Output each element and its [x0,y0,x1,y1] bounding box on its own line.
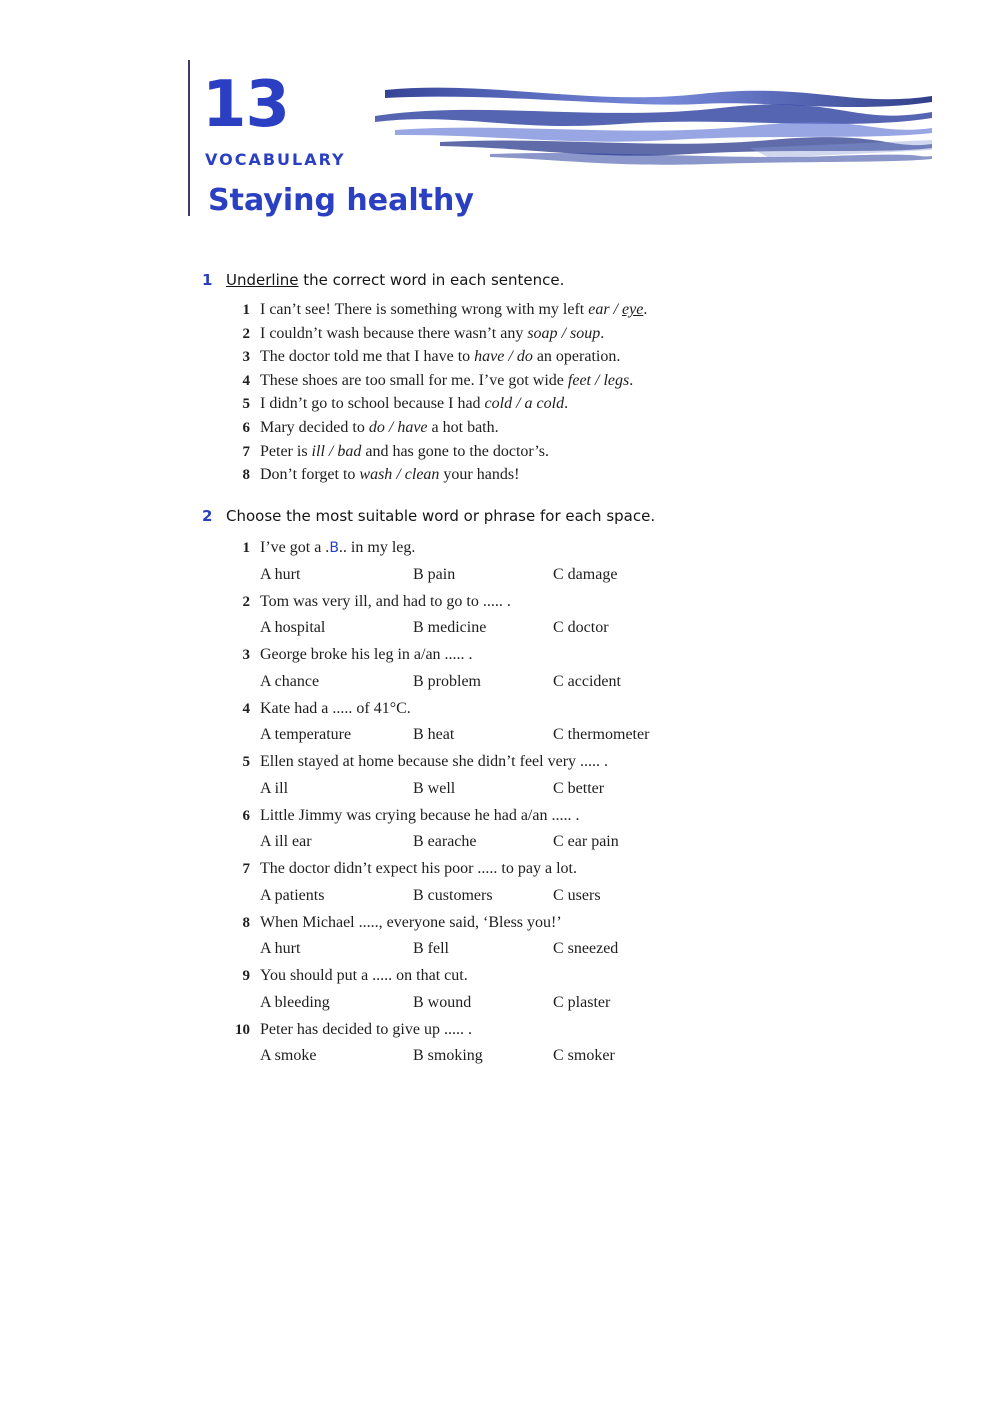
sentence-text: and has gone to the doctor’s. [361,442,550,460]
exercise-number: 2 [202,507,213,525]
question-item [226,856,608,910]
item-number: 4 [242,372,250,389]
choice-a[interactable]: A ill ear [260,833,312,851]
sentence-text: . [600,324,605,342]
unit-number: 13 [202,68,290,142]
sentence-item [226,416,647,440]
instruction-text: the correct word in each sentence. [298,271,565,289]
option-separator: / [384,418,398,436]
sentence-text: . [629,371,634,389]
word-option[interactable]: a cold [524,395,565,413]
choice-c[interactable]: C doctor [553,619,609,637]
choice-a[interactable]: A hospital [260,619,326,637]
question-line [226,589,608,616]
word-option[interactable]: feet [567,371,591,389]
sentence-text: The doctor told me that I have to [260,348,475,366]
question-item [226,642,621,696]
answer-choices [226,669,621,696]
choice-c[interactable]: C accident [553,672,621,690]
item-number: 3 [242,349,250,366]
choice-a[interactable]: A patients [260,886,325,904]
exercise-1-heading [202,271,564,289]
question-text: Little Jimmy was crying because he had a/an ..... . [260,806,580,824]
choice-c[interactable]: C smoker [553,1047,615,1065]
answer-choices [226,990,611,1017]
choice-c[interactable]: C better [553,779,605,797]
word-option[interactable]: have [474,348,505,366]
choice-b[interactable]: B smoking [413,1047,483,1065]
choice-a[interactable]: A chance [260,672,320,690]
section-label: VOCABULARY [205,150,346,169]
item-number: 1 [242,302,250,318]
question-item [226,696,650,750]
choice-b[interactable]: B fell [413,940,449,958]
word-option[interactable]: eye [622,301,644,318]
sentence-text: your hands! [439,466,520,484]
sentence-text: I didn’t go to school because I had [260,395,485,413]
option-separator: / [591,371,604,389]
word-option[interactable]: soap [527,324,558,342]
word-option[interactable]: wash [359,466,393,484]
item-number: 8 [242,914,250,931]
answer-choices [226,776,608,803]
question-text: George broke his leg in a/an ..... . [260,646,473,663]
instruction-text: Choose the most suitable word or phrase for each space. [226,507,656,525]
item-number: 3 [242,647,250,663]
word-option[interactable]: bad [337,442,362,460]
choice-c[interactable]: C plaster [553,993,611,1011]
question-item [226,535,618,589]
choice-a[interactable]: A hurt [260,940,301,958]
exercise-2-heading [202,507,655,525]
question-text: Ellen stayed at home because she didn’t feel very ..... . [260,753,609,770]
sentence-text: . [564,395,569,413]
choice-a[interactable]: A bleeding [260,993,330,1011]
item-number: 6 [242,807,250,824]
item-number: 10 [235,1021,250,1038]
option-separator: / [557,324,571,342]
word-option[interactable]: cold [484,395,513,413]
header-divider-line [188,60,190,216]
choice-b[interactable]: B customers [413,886,493,904]
choice-c[interactable]: C sneezed [553,940,619,958]
answer-choices [226,829,619,856]
page-title: Staying healthy [208,183,474,218]
choice-b[interactable]: B earache [413,833,477,851]
question-text: Tom was very ill, and had to go to ..... . [260,592,511,610]
item-number: 6 [242,419,250,436]
question-text: I’ve got a . [260,539,330,556]
question-item [226,803,619,857]
item-number: 8 [242,467,250,484]
question-item [226,589,608,643]
word-option[interactable]: ill [311,442,325,460]
exercise-1-list [226,298,647,487]
answer-choices [226,936,619,963]
sentence-text: I couldn’t wash because there wasn’t any [260,324,528,342]
choice-c[interactable]: C thermometer [553,726,650,744]
option-separator: / [512,395,525,413]
item-number: 5 [242,754,250,770]
word-option[interactable]: have [397,418,428,436]
sentence-item [226,322,647,346]
question-line [226,642,608,669]
option-separator: / [609,301,622,318]
question-text: .. in my leg. [338,539,416,556]
choice-a[interactable]: A temperature [260,726,352,744]
sentence-text: I can’t see! There is something wrong with my left [260,301,589,318]
decorative-wave-banner [370,78,935,188]
answer-choices [226,1043,615,1070]
sentence-text: an operation. [532,348,621,366]
answer-choices [226,615,608,642]
question-item [226,963,611,1017]
choice-b[interactable]: B wound [413,993,472,1011]
choice-a[interactable]: A ill [260,779,289,797]
choice-b[interactable]: B pain [413,565,456,583]
question-line [226,910,608,937]
question-text: When Michael ....., everyone said, ‘Bless you!’ [260,913,562,931]
question-line [226,963,608,990]
choice-c[interactable]: C damage [553,565,618,583]
question-line [226,535,608,562]
question-text: The doctor didn’t expect his poor ..... to pay a lot. [260,860,577,877]
exercise-2-list [226,535,650,1070]
question-text: Peter has decided to give up ..... . [260,1020,472,1038]
choice-c[interactable]: C users [553,886,601,904]
item-number: 2 [242,325,250,342]
sentence-item [226,392,647,416]
question-line [226,696,608,723]
question-text: Kate had a ..... of 41°C. [260,699,411,717]
exercise-number: 1 [202,271,213,289]
item-number: 9 [242,968,250,984]
sentence-text: These shoes are too small for me. I’ve got wide [260,371,568,389]
sentence-text: a hot bath. [427,418,499,436]
choice-b[interactable]: B heat [413,726,455,744]
item-number: 1 [242,540,250,556]
question-line [226,749,608,776]
question-item [226,1017,615,1071]
item-number: 7 [242,861,250,877]
word-option[interactable]: legs [603,371,630,389]
item-number: 4 [242,700,250,717]
choice-c[interactable]: C ear pain [553,833,619,851]
option-separator: / [504,348,517,366]
sentence-item [226,345,647,369]
item-number: 7 [242,443,250,460]
item-number: 2 [242,593,250,610]
question-text: You should put a ..... on that cut. [260,967,468,984]
sentence-text: Peter is [260,442,312,460]
question-line [226,1017,608,1044]
choice-b[interactable]: B medicine [413,619,487,637]
word-option[interactable]: ear [588,301,610,318]
question-line [226,856,608,883]
sentence-text: Don’t forget to [260,466,360,484]
answer-choices [226,883,608,910]
choice-b[interactable]: B problem [413,672,481,690]
option-separator: / [324,442,338,460]
answer-choices [226,562,618,589]
filled-answer[interactable]: B [329,540,339,556]
choice-a[interactable]: A smoke [260,1047,317,1065]
instruction-underline-word: Underline [226,271,299,289]
choice-a[interactable]: A hurt [260,565,301,583]
sentence-text: Mary decided to [260,418,369,436]
question-item [226,910,619,964]
question-line [226,803,608,830]
question-item [226,749,608,803]
sentence-item [226,440,647,464]
choice-b[interactable]: B well [413,779,456,797]
answer-choices [226,722,650,749]
word-option[interactable]: clean [404,466,440,484]
option-separator: / [392,466,405,484]
word-option[interactable]: soup [570,324,601,342]
item-number: 5 [242,396,250,413]
sentence-item [226,298,647,322]
word-option[interactable]: do [516,348,533,366]
sentence-text: . [643,301,648,318]
word-option[interactable]: do [368,418,385,436]
sentence-item [226,369,647,393]
sentence-item [226,463,647,487]
